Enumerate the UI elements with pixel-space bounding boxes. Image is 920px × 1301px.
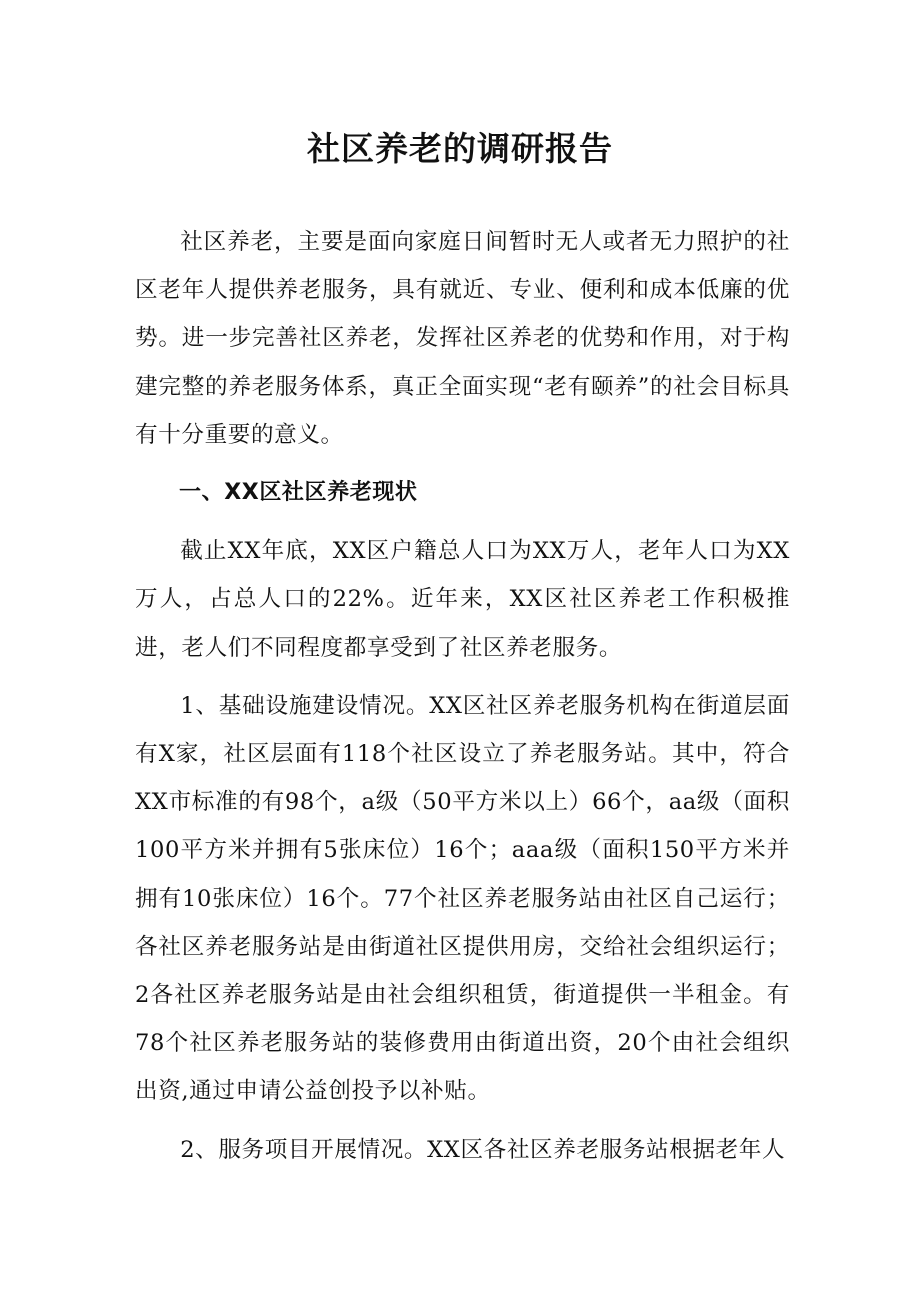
document-title: 社区养老的调研报告 [307, 129, 613, 168]
document-body [135, 218, 790, 1184]
intro-paragraph: 社区养老，主要是面向家庭日间暂时无人或者无力照护的社区老年人提供养老服务，具有就近、专业、便利和成本低廉的优势。进一步完善社区养老，发挥社区养老的优势和作用，对于构建完整的养老服务体系，真正全面实现“老有颐养”的社会目标具有十分重要的意义。 [135, 229, 790, 448]
item-1-paragraph: 1、基础设施建设情况。XX区社区养老服务机构在街道层面有X家，社区层面有118个社区设立了养老服务站。其中，符合XX市标准的有98个，a级（50平方米以上）66个，aa级（面积100平方米并拥有5张床位）16个；aaa级（面积150平方米并拥有10张床位）16个。77个社区养老服务站由社区自己运行；各社区养老服务站是由街道社区提供用房，交给社会组织运行；2各社区养老服务站是由社会组织租赁，街道提供一半租金。有78个社区养老服务站的装修费用由街道出资，20个由社会组织出资,通过申请公益创投予以补贴。 [135, 692, 790, 1105]
section-1-paragraph: 截止XX年底，XX区户籍总人口为XX万人，老年人口为XX万人，占总人口的22%。近年来，XX区社区养老工作积极推进，老人们不同程度都享受到了社区养老服务。 [135, 538, 790, 661]
item-2-paragraph: 2、服务项目开展情况。XX区各社区养老服务站根据老年人 [180, 1136, 786, 1163]
section-heading-1: 一、XX区社区养老现状 [179, 480, 418, 506]
